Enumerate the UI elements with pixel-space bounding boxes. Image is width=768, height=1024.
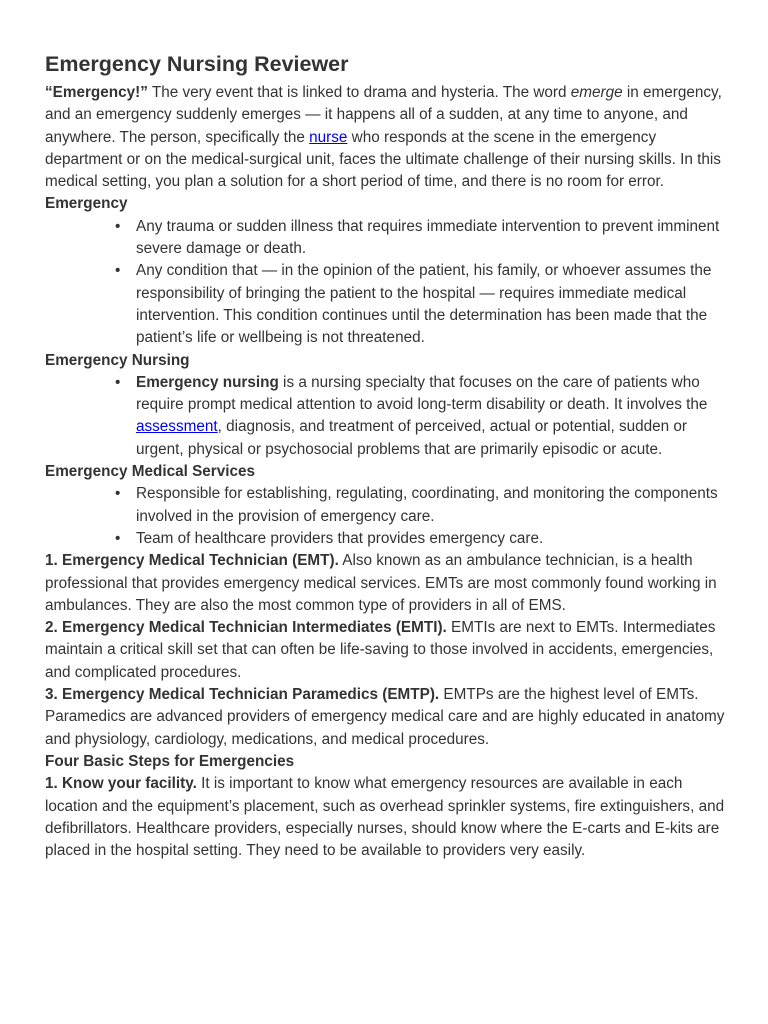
list-item	[136, 372, 728, 461]
emtp-text: EMTPs are the highest level of EMTs. Paramedics are advanced providers of emergency medical care and are highly educated in anatomy and physiology, cardiology, medications, and medical procedures.	[45, 686, 725, 748]
emtp-paragraph	[45, 684, 728, 751]
ems-list	[45, 483, 728, 550]
emti-paragraph	[45, 617, 728, 684]
assessment-link[interactable]: assessment	[136, 418, 218, 436]
list-item: • Any condition that — in the opinion of the patient, his family, or whoever assumes the responsibility of bringing the patient to the hospital — requires immediate medical intervention. This condition continues until the determination has been made that the patient’s life or wellbeing is not threatened.	[136, 260, 728, 349]
section-heading-emergency-nursing: Emergency Nursing	[45, 351, 190, 369]
emti-label: 2. Emergency Medical Technician Intermediates (EMTI).	[45, 619, 447, 637]
intro-text-3: who responds at the scene in the emergency department or on the medical-surgical unit, faces the ultimate challenge of their nursing skills. In this medical setting, you plan a solution for a short period of time, and there is no room for error.	[45, 128, 721, 191]
section-heading-steps: Four Basic Steps for Emergencies	[45, 752, 295, 770]
intro-text-1: The very event that is linked to drama and hysteria. The word	[147, 84, 571, 101]
emergency-nursing-term: Emergency nursing	[136, 373, 279, 391]
list-item-text-2: , diagnosis, and treatment of perceived, actual or potential, sudden or urgent, physical or psychosocial problems that are primarily episodic or acute.	[136, 418, 688, 458]
step-text: It is important to know what emergency resources are available in each location and the equipment’s placement, such as overhead sprinkler systems, fire extinguishers, and defibrillators. Healthcare providers, especially nurses, should know where the E-carts and E-kits are placed in the hospital setting. They need to be available to providers very easily.	[45, 775, 725, 860]
emergency-list	[45, 216, 728, 350]
step-paragraph	[45, 773, 728, 862]
emt-paragraph	[45, 550, 728, 617]
intro-paragraph	[45, 82, 728, 193]
list-item: • Team of healthcare providers that provides emergency care.	[136, 528, 728, 550]
emergency-nursing-list	[45, 372, 728, 461]
list-item-text-1: is a nursing specialty that focuses on the care of patients who require prompt medical attention to avoid long-term disability or death. It involves the	[136, 373, 708, 414]
emtp-label: 3. Emergency Medical Technician Paramedics (EMTP).	[45, 686, 440, 704]
intro-emphasis: emerge	[570, 84, 623, 101]
emt-label: 1. Emergency Medical Technician (EMT).	[45, 552, 339, 570]
nurse-link[interactable]: nurse	[309, 128, 348, 146]
list-item: • Responsible for establishing, regulating, coordinating, and monitoring the components involved in the provision of emergency care.	[136, 483, 728, 528]
intro-text-2: in emergency, and an emergency suddenly emerges — it happens all of a sudden, at any time to anyone, and anywhere. The person, specifically the	[45, 84, 722, 146]
section-heading-emergency: Emergency	[45, 195, 128, 213]
intro-lead: “Emergency!”	[45, 84, 148, 101]
emt-text: Also known as an ambulance technician, is a health professional that provides emergency medical services. EMTs are most commonly found working in ambulances. They are also the most common type of providers in all of EMS.	[45, 552, 717, 614]
document-title: Emergency Nursing Reviewer	[45, 52, 349, 76]
section-heading-ems: Emergency Medical Services	[45, 463, 256, 481]
emti-text: EMTIs are next to EMTs. Intermediates maintain a critical skill set that can often be life-saving to those involved in accidents, emergencies, and complicated procedures.	[45, 619, 716, 681]
step-label: 1. Know your facility.	[45, 775, 197, 793]
list-item: • Any trauma or sudden illness that requires immediate intervention to prevent imminent severe damage or death.	[136, 216, 728, 261]
